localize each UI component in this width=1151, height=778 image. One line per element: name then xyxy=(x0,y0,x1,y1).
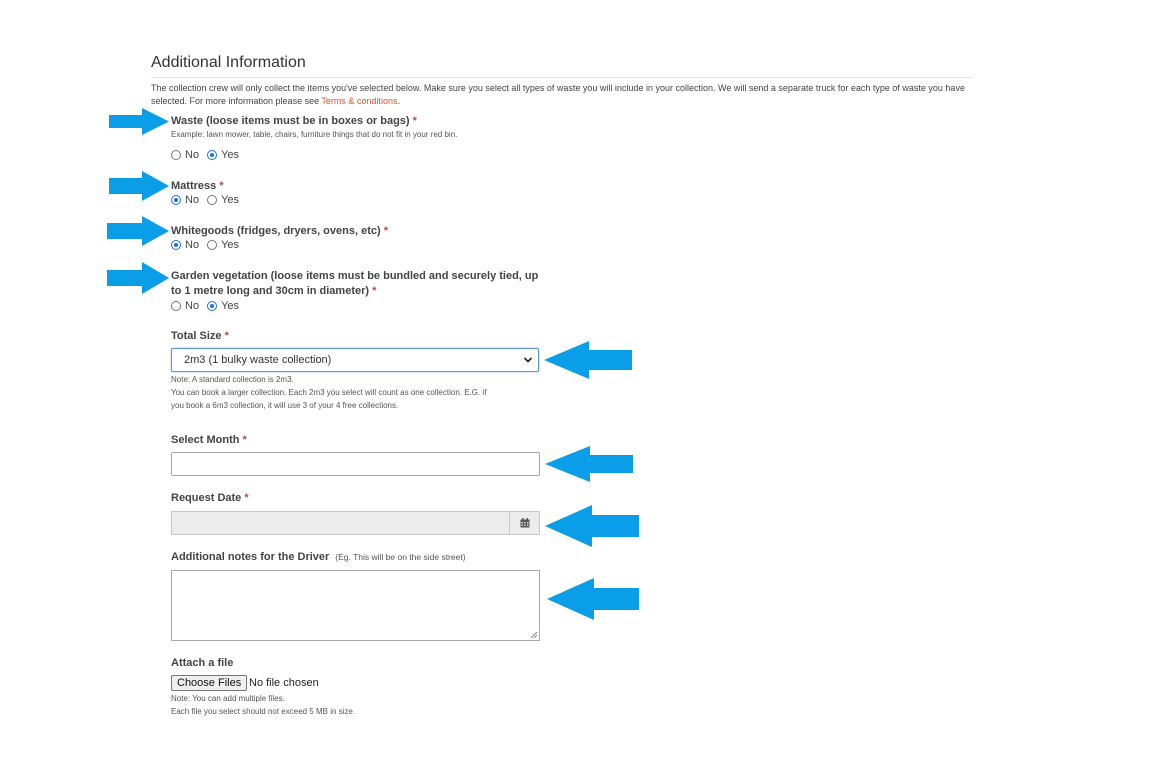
total-size-select[interactable] xyxy=(171,348,539,372)
mattress-yes-label[interactable]: Yes xyxy=(221,194,240,206)
garden-no-radio[interactable] xyxy=(171,301,181,311)
required-marker: * xyxy=(372,285,377,297)
file-status: No file chosen xyxy=(249,677,319,689)
arrow-right-icon xyxy=(109,108,169,135)
arrow-left-icon xyxy=(544,341,632,379)
select-month-input[interactable] xyxy=(171,452,540,476)
select-month-label-text: Select Month xyxy=(171,434,240,446)
mattress-label xyxy=(171,179,224,194)
request-date-label xyxy=(171,491,249,506)
waste-label xyxy=(171,114,417,129)
waste-label-text: Waste (loose items must be in boxes or bags) xyxy=(171,115,410,127)
whitegoods-radio-group xyxy=(171,239,243,251)
driver-notes-label-text: Additional notes for the Driver xyxy=(171,551,330,563)
waste-no-label[interactable]: No xyxy=(185,149,200,161)
intro-text xyxy=(151,82,976,108)
garden-label-line2 xyxy=(171,284,376,299)
driver-notes-hint: (Eg. This will be on the side street) xyxy=(335,552,466,562)
total-size-label xyxy=(171,329,229,344)
terms-link[interactable]: Terms & conditions xyxy=(321,96,398,106)
whitegoods-yes-label[interactable]: Yes xyxy=(221,239,240,251)
garden-label-line1: Garden vegetation (loose items must be bundled and securely tied, up xyxy=(171,270,539,282)
driver-notes-textarea[interactable] xyxy=(171,570,540,641)
garden-label-text: to 1 metre long and 30cm in diameter) xyxy=(171,285,370,297)
arrow-right-icon xyxy=(109,171,169,201)
waste-help: Example: lawn mower, table, chairs, furniture things that do not fit in your red bin. xyxy=(171,130,458,139)
calendar-button[interactable] xyxy=(509,512,539,534)
waste-radio-group xyxy=(171,149,243,161)
request-date-input[interactable] xyxy=(171,511,540,535)
whitegoods-no-radio[interactable] xyxy=(171,240,181,250)
total-size-value: 2m3 (1 bulky waste collection) xyxy=(184,354,332,366)
whitegoods-yes-radio[interactable] xyxy=(207,240,217,250)
request-date-label-text: Request Date xyxy=(171,492,242,504)
garden-yes-label[interactable]: Yes xyxy=(221,300,240,312)
required-marker: * xyxy=(219,180,224,192)
arrow-right-icon xyxy=(107,262,169,294)
section-title: Additional Information xyxy=(151,54,306,71)
mattress-yes-radio[interactable] xyxy=(207,195,217,205)
chevron-down-icon xyxy=(523,354,533,366)
total-size-label-text: Total Size xyxy=(171,330,222,342)
arrow-left-icon xyxy=(547,578,639,620)
required-marker: * xyxy=(242,434,247,446)
attach-note1: Note: You can add multiple files. xyxy=(171,694,285,703)
garden-no-label[interactable]: No xyxy=(185,300,200,312)
required-marker: * xyxy=(224,330,229,342)
attach-note2: Each file you select should not exceed 5 MB in size. xyxy=(171,707,356,716)
required-marker: * xyxy=(412,115,417,127)
whitegoods-label xyxy=(171,224,388,239)
choose-files-button[interactable]: Choose Files xyxy=(171,675,247,691)
garden-radio-group xyxy=(171,300,243,312)
whitegoods-no-label[interactable]: No xyxy=(185,239,200,251)
title-divider xyxy=(151,77,972,78)
waste-yes-label[interactable]: Yes xyxy=(221,149,240,161)
waste-no-radio[interactable] xyxy=(171,150,181,160)
mattress-label-text: Mattress xyxy=(171,180,217,192)
resize-grip-icon[interactable] xyxy=(530,631,538,639)
intro-end: . xyxy=(397,96,400,106)
driver-notes-label xyxy=(171,550,466,565)
garden-yes-radio[interactable] xyxy=(207,301,217,311)
arrow-left-icon xyxy=(545,505,639,547)
waste-yes-radio[interactable] xyxy=(207,150,217,160)
arrow-right-icon xyxy=(107,216,169,246)
total-size-note2: You can book a larger collection. Each 2m3 you select will count as one collection. E.G. if xyxy=(171,388,487,397)
whitegoods-label-text: Whitegoods (fridges, dryers, ovens, etc) xyxy=(171,225,381,237)
required-marker: * xyxy=(244,492,249,504)
required-marker: * xyxy=(383,225,388,237)
select-month-label xyxy=(171,433,247,448)
calendar-icon xyxy=(520,518,530,528)
mattress-no-label[interactable]: No xyxy=(185,194,200,206)
total-size-note3: you book a 6m3 collection, it will use 3 of your 4 free collections. xyxy=(171,401,399,410)
total-size-note1: Note: A standard collection is 2m3. xyxy=(171,375,294,384)
mattress-no-radio[interactable] xyxy=(171,195,181,205)
intro-body: The collection crew will only collect the items you've selected below. Make sure you select all types of waste you will include in your collection. We will send a separate truck for each type of waste you have selected. For more information please see xyxy=(151,83,965,106)
mattress-radio-group xyxy=(171,194,243,206)
attach-file-label: Attach a file xyxy=(171,657,234,669)
arrow-left-icon xyxy=(545,446,633,482)
